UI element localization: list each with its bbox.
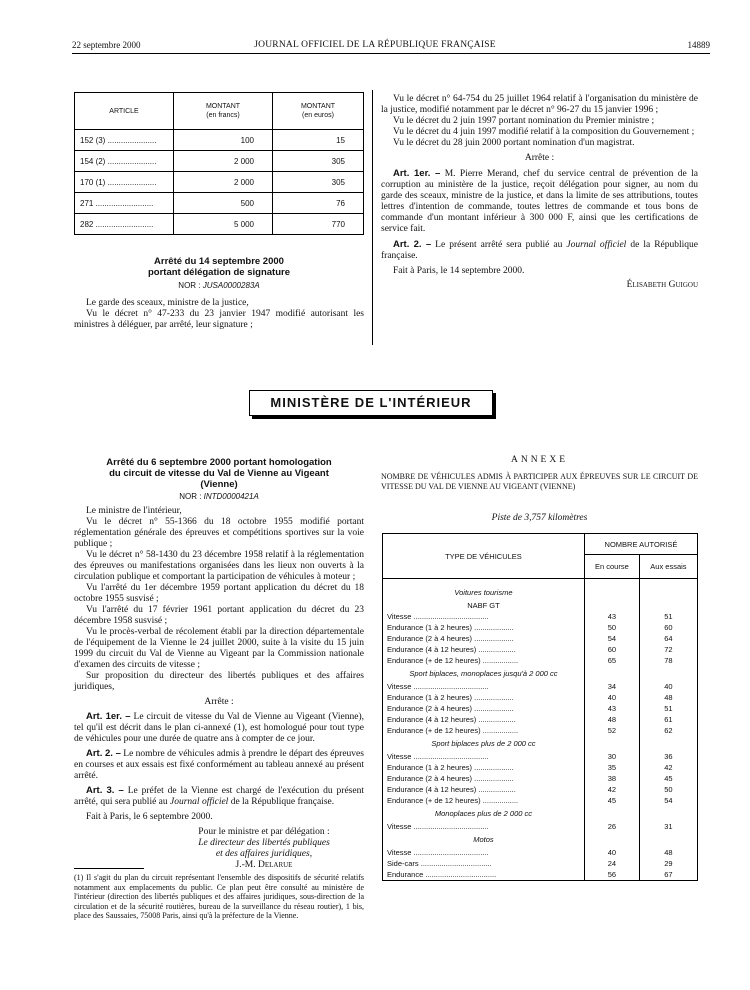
cell-francs: 500 [174,193,273,214]
ministry-heading: MINISTÈRE DE L'INTÉRIEUR [249,390,493,416]
row-course: 35 [584,762,639,773]
row-label: Endurance (+ de 12 heures) ................. [383,655,585,666]
annexe-subtitle: NOMBRE DE VÉHICULES ADMIS À PARTICIPER AUX ÉPREUVES SUR LE CIRCUIT DE VITESSE DU VAL DE VIENNE AU VIGEANT (VIENNE) [381,472,698,491]
row-label: Endurance (1 à 2 heures) ................... [383,622,585,633]
arrete1-p6: Vu le décret du 28 juin 2000 portant nomination d'un magistrat. [393,138,635,148]
row-course: 50 [584,622,639,633]
empty-cell [584,832,639,847]
arrete1-arrete: Arrête : [524,153,555,163]
row-label: Side-cars .................................. [383,858,585,869]
row-course: 60 [584,644,639,655]
empty-cell [639,579,697,601]
table-row [383,681,698,692]
arrete1-fait: Fait à Paris, le 14 septembre 2000. [393,266,525,276]
row-label: Endurance (+ de 12 heures) ................. [383,795,585,806]
table-row [383,773,698,784]
row-label: Vitesse .................................... [383,681,585,692]
table-row [383,847,698,858]
row-label: Endurance (4 à 12 heures) .................. [383,644,585,655]
row-essais: 50 [639,784,697,795]
row-label: Endurance (4 à 12 heures) .................. [383,714,585,725]
arrete2-sig2: Le directeur des libertés publiques [198,838,330,848]
header-essais: Aux essais [639,555,697,579]
cell-euros: 15 [273,130,364,151]
row-course: 45 [584,795,639,806]
section-subheading [383,600,698,611]
row-course: 42 [584,784,639,795]
paragraph: Vu le décret n° 55-1366 du 18 octobre 1955 modifié portant réglementation générale des épreuves et compétitions sportives sur la voie publique ; [74,517,364,549]
table-row [383,869,698,881]
empty-cell [584,736,639,751]
paragraph: Le ministre de l'intérieur, [86,506,182,516]
amounts-table-header [75,93,364,130]
header-nombre: NOMBRE AUTORISÉ [584,534,697,555]
cell-francs: 100 [174,130,273,151]
section-title: Monoplaces plus de 2 000 cc [383,806,585,821]
arrete1-art2: Art. 2. – Le présent arrêté sera publié au Journal officiel de la République française. [381,239,698,261]
row-label: Endurance (2 à 4 heures) ................... [383,633,585,644]
table-row [383,751,698,762]
row-course: 38 [584,773,639,784]
header-title: JOURNAL OFFICIEL DE LA RÉPUBLIQUE FRANÇAISE [254,40,496,50]
row-label: Endurance (2 à 4 heures) ................... [383,703,585,714]
section-heading [383,832,698,847]
paragraph: Vu le procès-verbal de récolement établi par la direction départementale de l'équipement de la Vienne le 24 juillet 2000, suite à la visite du 15 juin 1999 du circuit du Val de Vienne au Vigeant par la Commission nationale d'examen des circuits de vitesse ; [74,627,364,670]
footnote-rule [74,868,144,869]
empty-cell [639,600,697,611]
amounts-table-body [75,130,364,235]
row-label: Vitesse .................................... [383,821,585,832]
empty-cell [584,666,639,681]
header-rule [72,53,710,54]
row-essais: 48 [639,847,697,858]
row-course: 43 [584,703,639,714]
section-title: Sport biplaces plus de 2 000 cc [383,736,585,751]
arrete2-art3: Art. 3. – Le préfet de la Vienne est chargé de l'exécution du présent arrêté, qui sera publié au Journal officiel de la République française. [74,785,364,807]
header-date: 22 septembre 2000 [72,40,141,50]
cell-francs: 2 000 [174,172,273,193]
arrete2-title: Arrêté du 6 septembre 2000 portant homologation du circuit de vitesse du Val de Vienne au Vigeant (Vienne) [106,457,332,490]
table-row [383,795,698,806]
row-essais: 61 [639,714,697,725]
header-article: ARTICLE [75,93,174,130]
section-heading [383,579,698,601]
arrete1-p3: Vu le décret n° 64-754 du 25 juillet 1964 relatif à l'organisation du ministère de la justice, modifié notamment par le décret n° 96-27 du 15 janvier 1996 ; [381,94,698,115]
column-divider [372,90,373,345]
cell-francs: 5 000 [174,214,273,235]
table-row [383,821,698,832]
page-number: 14889 [687,40,710,50]
paragraph: Sur proposition du directeur des libertés publiques et des affaires juridiques, [74,671,364,692]
cell-francs: 2 000 [174,151,273,172]
cell-euros: 76 [273,193,364,214]
row-essais: 36 [639,751,697,762]
row-course: 30 [584,751,639,762]
arrete1-art1: Art. 1er. – M. Pierre Merand, chef du service central de prévention de la corruption au ministère de la justice, reçoit délégation pour signer, au nom du garde des sceaux, ministre de la justice, et dans la limite de ses attributions, toutes lettres d'intention de commande, toutes lettres de commande et tous bons de commande d'un montant inférieur à 300 000 F, ainsi que les certifications de service fait. [381,168,698,234]
row-course: 65 [584,655,639,666]
cell-article: 154 (2) ...................... [75,151,174,172]
arrete1-nor-code: JUSA0000283A [202,281,260,290]
arrete2-art2: Art. 2. – Le nombre de véhicules admis à prendre le départ des épreuves en courses et aux essais est fixé conformément au tableau annexé au présent arrêté. [74,748,364,781]
row-label: Vitesse .................................... [383,611,585,622]
section-title: Voitures tourisme [383,579,585,601]
table-row [383,611,698,622]
section-heading [383,806,698,821]
row-course: 34 [584,681,639,692]
empty-cell [639,806,697,821]
amounts-table [74,92,364,235]
vehicles-table-header [383,534,698,555]
empty-cell [584,600,639,611]
section-heading [383,666,698,681]
row-course: 56 [584,869,639,881]
row-essais: 48 [639,692,697,703]
section-heading [383,736,698,751]
arrete2-body [74,506,364,871]
row-course: 54 [584,633,639,644]
row-label: Vitesse .................................... [383,751,585,762]
row-essais: 72 [639,644,697,655]
vehicles-table-body [383,534,698,881]
row-label: Endurance (1 à 2 heures) ................... [383,762,585,773]
cell-euros: 305 [273,172,364,193]
row-essais: 54 [639,795,697,806]
row-essais: 67 [639,869,697,881]
arrete1-signature: Élisabeth Guigou [626,280,698,290]
arrete2-nor-code: INTD0000421A [203,492,259,501]
table-row [75,172,364,193]
row-essais: 45 [639,773,697,784]
section-title: Motos [383,832,585,847]
table-row [75,151,364,172]
arrete2-arrete: Arrête : [204,697,234,707]
cell-article: 271 .......................... [75,193,174,214]
table-row [75,130,364,151]
row-essais: 62 [639,725,697,736]
row-label: Endurance (1 à 2 heures) ................... [383,692,585,703]
row-essais: 29 [639,858,697,869]
row-course: 40 [584,847,639,858]
table-row [383,692,698,703]
cell-article: 282 .......................... [75,214,174,235]
empty-cell [639,832,697,847]
paragraph: Vu le décret n° 58-1430 du 23 décembre 1958 relatif à la réglementation des épreuves ou manifestations organisées dans les lieux non ouverts à la circulation publique et comportant la participation de véhicules à moteur ; [74,550,364,582]
header-francs: MONTANT (en francs) [174,93,273,130]
row-course: 43 [584,611,639,622]
row-essais: 78 [639,655,697,666]
row-course: 48 [584,714,639,725]
arrete2-sig3: et des affaires juridiques, [215,849,313,859]
empty-cell [584,806,639,821]
table-row [383,703,698,714]
header-type: TYPE DE VÉHICULES [383,534,585,579]
arrete2-fait: Fait à Paris, le 6 septembre 2000. [86,812,213,822]
table-row [383,622,698,633]
header-course: En course [584,555,639,579]
row-essais: 31 [639,821,697,832]
arrete1-left-text [74,298,364,331]
section-title: Sport biplaces, monoplaces jusqu'à 2 000 cc [383,666,585,681]
arrete1-right-text [381,94,698,291]
arrete2-nor: NOR : INTD0000421A [179,492,259,501]
row-course: 52 [584,725,639,736]
arrete1-nor: NOR : JUSA0000283A [178,281,260,290]
arrete2-sig4: J.-M. Delarue [235,860,293,870]
table-row [383,633,698,644]
row-label: Vitesse .................................... [383,847,585,858]
cell-euros: 770 [273,214,364,235]
table-row [383,762,698,773]
paragraph: Vu l'arrêté du 1er décembre 1959 portant application du décret du 18 octobre 1955 susvisé ; [74,583,364,604]
table-row [383,655,698,666]
arrete2-paragraphs [74,506,364,693]
arrete2-sig1: Pour le ministre et par délégation : [198,827,330,837]
arrete1-p2: Vu le décret n° 47-233 du 23 janvier 1947 modifié autorisant les ministres à déléguer, par arrêté, leur signature ; [74,309,364,330]
header-euros: MONTANT (en euros) [273,93,364,130]
cell-euros: 305 [273,151,364,172]
empty-cell [639,666,697,681]
arrete1-p4: Vu le décret du 2 juin 1997 portant nomination du Premier ministre ; [393,116,655,126]
row-course: 26 [584,821,639,832]
table-row [75,193,364,214]
arrete1-title: Arrêté du 14 septembre 2000 portant délégation de signature [148,256,290,278]
arrete2-art1: Art. 1er. – Le circuit de vitesse du Val de Vienne au Vigeant (Vienne), tel qu'il est décrit dans le plan ci-annexé (1), est homologué pour tout type de véhicules pour une durée de quatre ans à compter de ce jour. [74,711,364,744]
row-essais: 51 [639,703,697,714]
cell-article: 152 (3) ...................... [75,130,174,151]
arrete1-p5: Vu le décret du 4 juin 1997 modifié relatif à la composition du Gouvernement ; [393,127,695,137]
footnote: (1) Il s'agit du plan du circuit représentant l'ensemble des dispositifs de sécurité relatifs notamment aux emplacements du public. Ce plan peut être consulté au ministère de l'intérieur (direction des libertés publiques et des affaires juridiques, sous-direction de la circulation et de la sécurité routières, bureau de la surveillance du réseau routier), 1 bis, place des Saussaies, 75008 Paris, ainsi qu'à la préfecture de la Vienne. [74,873,364,920]
table-row [383,644,698,655]
row-essais: 40 [639,681,697,692]
row-essais: 42 [639,762,697,773]
row-essais: 51 [639,611,697,622]
row-essais: 64 [639,633,697,644]
arrete1-p1: Le garde des sceaux, ministre de la justice, [86,298,249,308]
table-row [75,214,364,235]
table-row [383,714,698,725]
section-subtitle: NABF GT [383,600,585,611]
annexe-title: ANNEXE [510,455,569,465]
row-label: Endurance .................................. [383,869,585,881]
vehicles-table [382,533,698,881]
empty-cell [639,736,697,751]
cell-article: 170 (1) ...................... [75,172,174,193]
row-label: Endurance (4 à 12 heures) .................. [383,784,585,795]
row-course: 24 [584,858,639,869]
table-row [383,784,698,795]
annexe-piste: Piste de 3,757 kilomètres [491,513,588,523]
row-label: Endurance (+ de 12 heures) ................. [383,725,585,736]
row-essais: 60 [639,622,697,633]
row-label: Endurance (2 à 4 heures) ................... [383,773,585,784]
row-course: 40 [584,692,639,703]
empty-cell [584,579,639,601]
table-row [383,725,698,736]
paragraph: Vu l'arrêté du 17 février 1961 portant application du décret du 23 décembre 1958 susvisé ; [74,605,364,626]
table-row [383,858,698,869]
